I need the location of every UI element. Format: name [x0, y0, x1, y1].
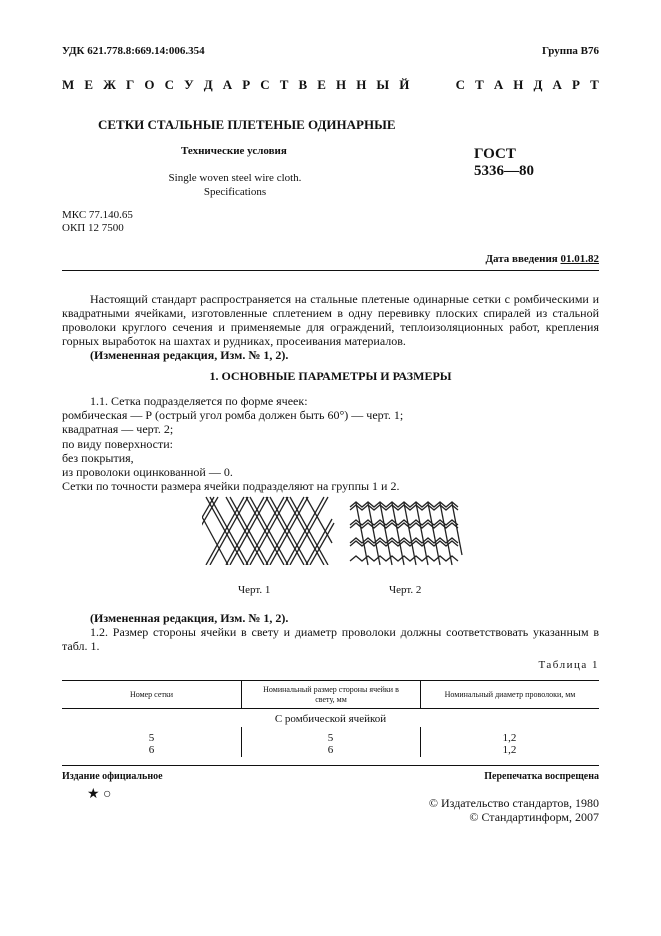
list-line: без покрытия,	[62, 450, 134, 465]
interstate-letter: Р	[242, 77, 251, 92]
interstate-letter: Д	[533, 77, 543, 92]
effective-date	[485, 253, 599, 265]
udk-code: УДК 621.778.8:669.14:006.354	[62, 45, 205, 57]
interstate-letter: Г	[126, 77, 135, 92]
list-line: из проволоки оцинкованной — 0.	[62, 465, 233, 480]
intro-section	[62, 292, 599, 362]
interstate-letter: Н	[513, 77, 524, 92]
table-header-wire-diameter: Номинальный диаметр проволоки, мм	[444, 690, 576, 699]
interstate-letter: Н	[336, 77, 347, 92]
interstate-letter: А	[222, 77, 233, 92]
table-header-number: Номер сетки	[129, 690, 174, 699]
interstate-letter: А	[493, 77, 504, 92]
interstate-letter: М	[62, 77, 75, 92]
interstate-letter: С	[260, 77, 270, 92]
gost-label: ГОСТ	[474, 146, 516, 162]
interstate-letter: Т	[279, 77, 289, 92]
list-line: Сетки по точности размера ячейки подразделяют на группы 1 и 2.	[62, 479, 400, 494]
reprint-prohibited: Перепечатка воспрещена	[484, 771, 599, 782]
copyright-block	[429, 796, 599, 824]
table-top-border	[62, 680, 599, 681]
english-title-line2: Specifications	[203, 186, 267, 198]
figure-revision: (Измененная редакция, Изм. № 1, 2).	[90, 611, 289, 625]
paragraph-1-2: 1.2. Размер стороны ячейки в свету и диаметр проволоки должны соответствовать указанным в табл. 1.	[62, 625, 599, 653]
table-label: Таблица 1	[538, 659, 599, 671]
header-divider	[62, 270, 599, 271]
star-circle-marks: ★ ○	[87, 787, 112, 802]
group-code: Группа В76	[541, 45, 599, 57]
okp-code: ОКП 12 7500	[62, 222, 124, 234]
interstate-letter: А	[552, 77, 562, 92]
copyright-2007: © Стандартинформ, 2007	[469, 810, 599, 824]
list-line: квадратная — черт. 2;	[62, 422, 174, 437]
english-title-line1: Single woven steel wire cloth.	[168, 172, 302, 184]
interstate-letter: Е	[84, 77, 94, 92]
table-header-border	[62, 708, 599, 709]
table-cell: 5	[327, 732, 334, 744]
table-cell: 1,2	[502, 744, 517, 756]
intro-revision: (Измененная редакция, Изм. № 1, 2).	[90, 348, 289, 362]
figure-2-caption: Черт. 2	[389, 584, 422, 596]
interstate-letter	[419, 77, 427, 93]
interstate-letter: Ы	[376, 77, 390, 92]
interstate-letter: В	[298, 77, 308, 92]
intro-paragraph: Настоящий стандарт распространяется на стальные плетеные одинарные сетки с ромбическими и квадратными ячейками, изготовленные сплетением в одну перевивку плоских спиралей из стальной проволоки круглого сечения и применяемые для ограждений, теплоизоляционных работ, крепления горных выработок на шахтах и рудниках, просеивания материалов.	[62, 292, 599, 348]
interstate-letter	[438, 77, 446, 93]
effective-date-value: 01.01.82	[560, 253, 599, 265]
table-group-row: С ромбической ячейкой	[274, 713, 387, 725]
section-1-2	[62, 611, 599, 653]
table-header-cell-size: Номинальный размер стороны ячейки в свету, мм	[263, 685, 399, 704]
gost-code: 5336—80	[474, 163, 534, 179]
rhombic-mesh-drawing	[196, 495, 336, 565]
section-1-list	[62, 394, 599, 493]
table-cell: 5	[148, 732, 155, 744]
interstate-letter: Й	[399, 77, 410, 92]
effective-date-label: Дата введения	[485, 253, 561, 265]
copyright-1980: © Издательство стандартов, 1980	[428, 796, 599, 810]
list-line: ромбическая — Р (острый угол ромба должен быть 60°) — черт. 1;	[62, 408, 404, 423]
footer-divider	[62, 765, 599, 766]
classification-codes	[62, 209, 133, 235]
interstate-letter: Ж	[103, 77, 116, 92]
interstate-letter: С	[455, 77, 465, 92]
interstate-letter: Р	[572, 77, 580, 92]
interstate-letter: С	[164, 77, 174, 92]
interstate-letter: Д	[203, 77, 213, 92]
english-title	[130, 171, 340, 199]
document-subtitle: Технические условия	[181, 145, 287, 157]
interstate-letter: Т	[590, 77, 599, 92]
table-cell: 6	[327, 744, 334, 756]
interstate-letter: Е	[317, 77, 326, 92]
interstate-letter: У	[184, 77, 194, 92]
table-cell: 6	[148, 744, 155, 756]
list-line: 1.1. Сетка подразделяется по форме ячеек:	[90, 394, 308, 408]
section-1-heading: 1. ОСНОВНЫЕ ПАРАМЕТРЫ И РАЗМЕРЫ	[209, 369, 452, 383]
document-title: СЕТКИ СТАЛЬНЫЕ ПЛЕТЕНЫЕ ОДИНАРНЫЕ	[98, 117, 396, 132]
official-edition: Издание официальное	[62, 771, 163, 782]
table-cell: 1,2	[502, 732, 517, 744]
interstate-letter: О	[144, 77, 155, 92]
table-col-divider	[241, 680, 242, 708]
figure-1-caption: Черт. 1	[238, 584, 271, 596]
interstate-letter: Н	[356, 77, 367, 92]
gost-number	[474, 146, 534, 180]
mks-code: МКС 77.140.65	[62, 209, 133, 221]
square-mesh-drawing	[346, 495, 466, 567]
interstate-standard-heading	[62, 77, 599, 93]
interstate-letter: Т	[475, 77, 484, 92]
list-line: по виду поверхности:	[62, 436, 174, 451]
